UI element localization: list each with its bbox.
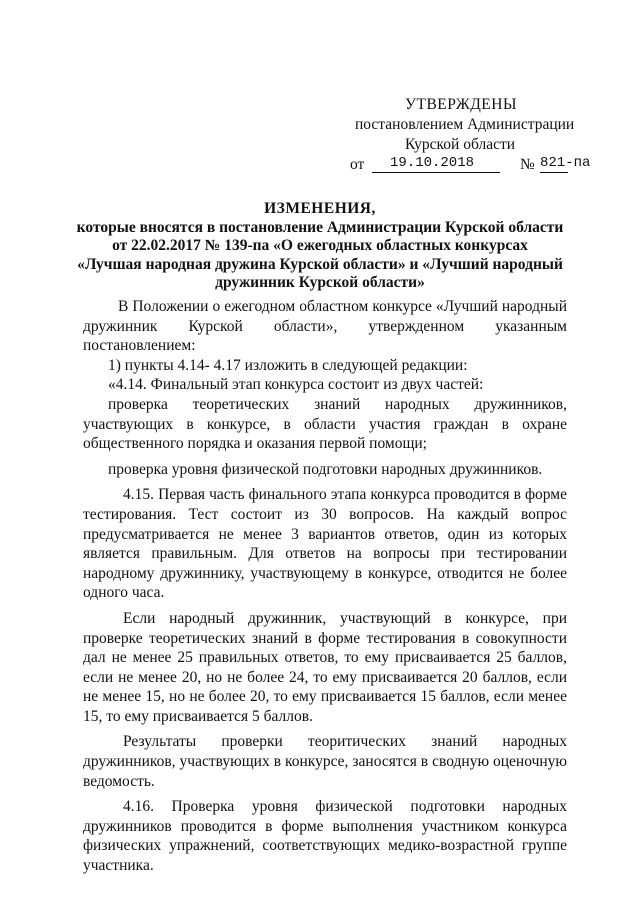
number-underline: [540, 172, 568, 173]
title-line-1: которые вносятся в постановление Администрации Курской области: [76, 218, 564, 236]
paragraph-7: Если народный дружинник, участвующий в конкурсе, при проверке теоретических знаний в форме тестирования в совокупности дал не менее 25 правильных ответов, то ему присваивается 25 баллов, если не менее 20, но не более 24, то ему присваивается 20 баллов, если не менее 15, но не более 20, то ему присваивается 15 баллов, если менее 15, то ему присваивается 5 баллов.: [83, 609, 567, 725]
title-line-3: «Лучшая народная дружина Курской области» и «Лучший народный: [77, 255, 563, 273]
date-underline: [372, 172, 500, 173]
paragraph-8: Результаты проверки теоритических знаний народных дружинников, участвующих в конкурсе, заносятся в сводную оценочную ведомость.: [83, 733, 567, 790]
paragraph-2: 1) пункты 4.14- 4.17 изложить в следующей редакции:: [108, 356, 468, 374]
paragraph-1: В Положении о ежегодном областном конкурсе «Лучший народный дружинник Курской области», утвержденном указанным постановлением:: [83, 298, 567, 355]
from-label: от: [350, 156, 365, 173]
paragraph-4: проверка теоретических знаний народных дружинников, участвующих в конкурсе, в области участия граждан в охране общественного порядка и оказания первой помощи;: [83, 395, 567, 453]
document-body: [83, 297, 567, 876]
paragraph-5: проверка уровня физической подготовки народных дружинников.: [108, 460, 543, 478]
paragraph-3: «4.14. Финальный этап конкурса состоит из двух частей:: [108, 376, 484, 394]
paragraph-9: 4.16. Проверка уровня физической подготовки народных дружинников проводится в форме выполнения участником конкурса физических упражнений, соответствующих медико-возрастной группе участника.: [83, 798, 567, 875]
number-label: №: [520, 156, 535, 173]
title-line-4: дружинник Курской области»: [215, 274, 425, 291]
title-heading: ИЗМЕНЕНИЯ,: [264, 200, 376, 217]
approval-date: 19.10.2018: [390, 155, 475, 171]
title-line-2: от 22.02.2017 № 139-па «О ежегодных областных конкурсах: [112, 237, 528, 254]
document-title: [60, 200, 580, 293]
approval-number: 821-па: [540, 155, 591, 171]
approval-line-1: постановлением Администрации: [355, 116, 575, 133]
approval-heading: УТВЕРЖДЕНЫ: [405, 96, 517, 113]
approval-date-row: [350, 154, 590, 176]
approval-line-2: Курской области: [405, 136, 516, 153]
paragraph-6: 4.15. Первая часть финального этапа конкурса проводится в форме тестирования. Тест состоит из 30 вопросов. На каждый вопрос предусматривается не менее 3 вариантов ответов, один из которых является правильным. Для ответов на вопросы при тестировании народному дружиннику, участвующему в конкурсе, отводится не более одного часа.: [83, 486, 567, 602]
